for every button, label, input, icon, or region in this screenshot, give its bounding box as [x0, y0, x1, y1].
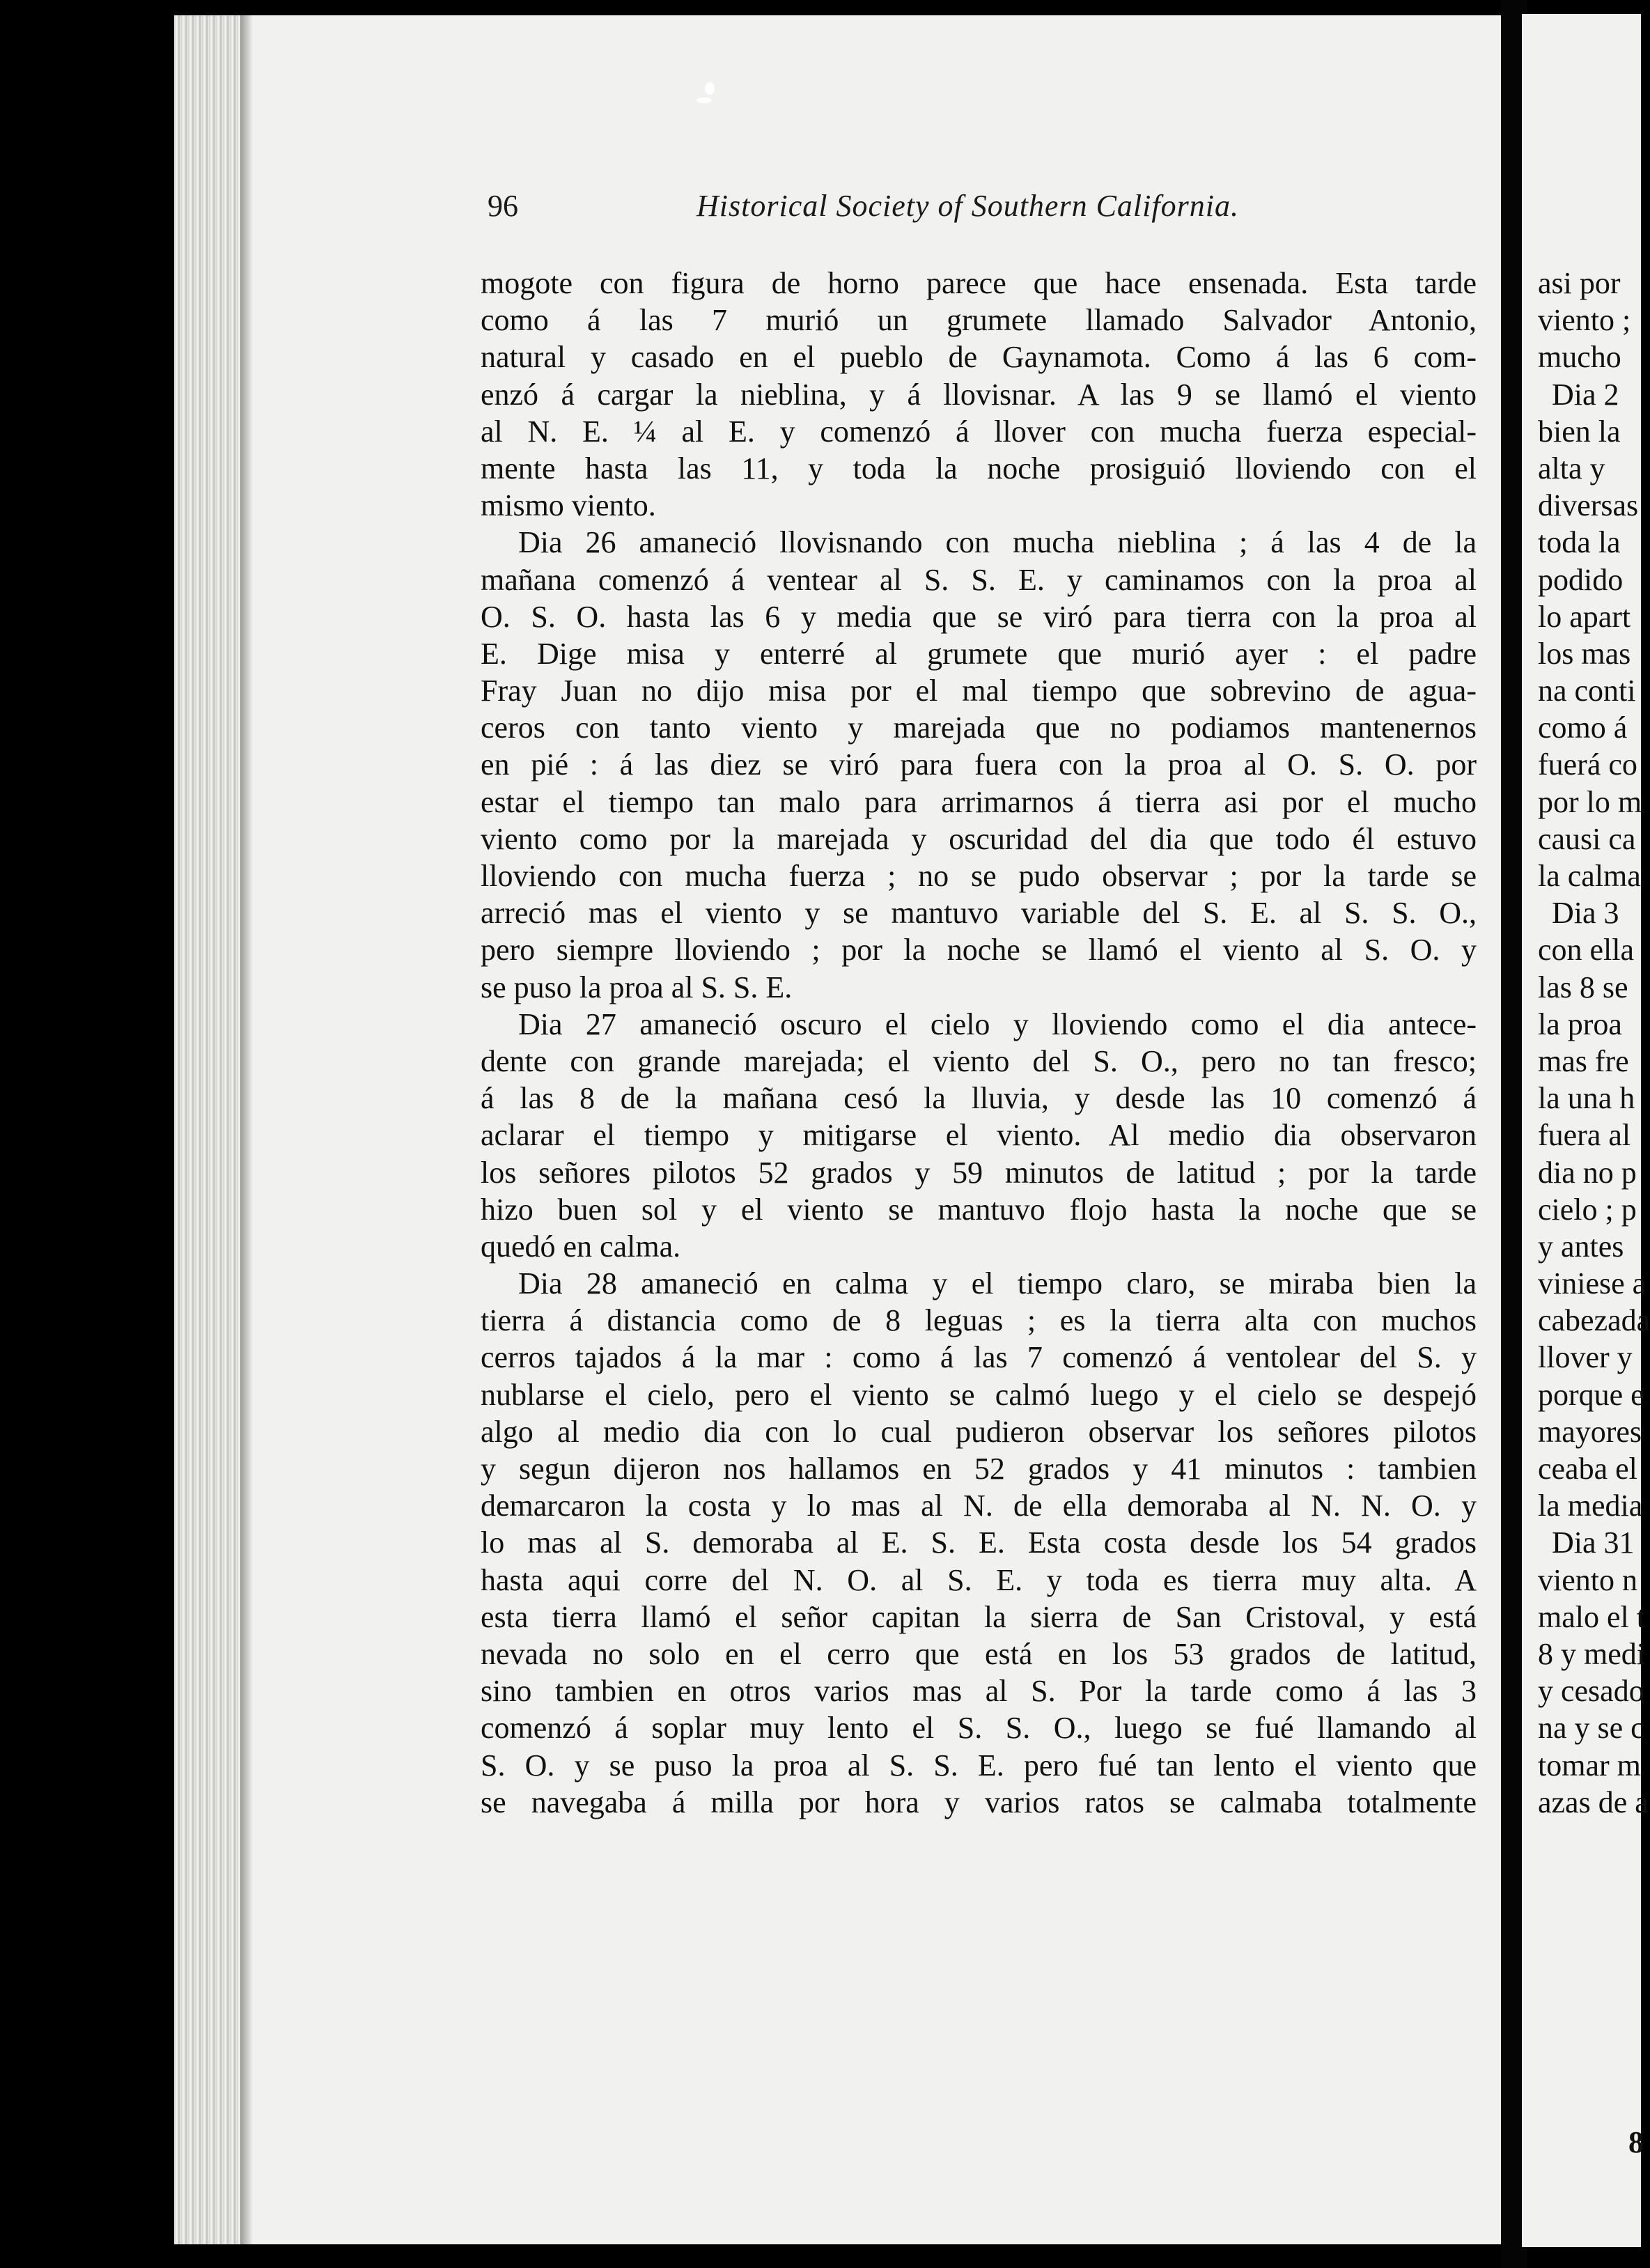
text-line: Dia 28 amaneció en calma y el tiempo claro, se miraba bien la — [518, 1266, 1477, 1301]
text-line: nevada no solo en el cerro que está en los 53 grados de latitud, — [481, 1636, 1477, 1671]
page-header — [488, 188, 1463, 237]
text-line: mucho — [1538, 340, 1621, 375]
text-line: tomar m — [1538, 1748, 1641, 1782]
text-line: cerros tajados á la mar : como á las 7 comenzó á ventolear del S. y — [481, 1340, 1477, 1375]
text-line: Dia 26 amaneció llovisnando con mucha nieblina ; á las 4 de la — [518, 525, 1477, 560]
edge-shadow — [240, 15, 253, 2244]
text-line: na conti — [1538, 674, 1636, 708]
scan-speck — [705, 82, 715, 95]
text-line: 8 y medi — [1538, 1636, 1645, 1671]
text-line: toda la — [1538, 525, 1621, 560]
text-line: na y se c — [1538, 1711, 1644, 1746]
text-line: Dia 3 — [1552, 896, 1619, 931]
text-line: al N. E. ¼ al E. y comenzó á llover con mucha fuerza especial- — [481, 414, 1477, 449]
text-line: podido — [1538, 562, 1624, 597]
text-line: tierra á distancia como de 8 leguas ; es la tierra alta con muchos — [481, 1303, 1477, 1338]
text-line: cielo ; p — [1538, 1192, 1637, 1227]
text-line: hasta aqui corre del N. O. al S. E. y toda es tierra muy alta. A — [481, 1562, 1477, 1597]
text-line: los señores pilotos 52 grados y 59 minutos de latitud ; por la tarde — [481, 1155, 1477, 1190]
page-edges — [174, 15, 240, 2244]
text-line: á las 8 de la mañana cesó la lluvia, y desde las 10 comenzó á — [481, 1081, 1477, 1116]
text-line: las 8 se — [1538, 970, 1628, 1004]
text-line: estar el tiempo tan malo para arrimarnos á tierra asi por el mucho — [481, 784, 1477, 819]
text-line: cabezada — [1538, 1303, 1650, 1338]
text-line: asi por — [1538, 266, 1621, 300]
text-line: demarcaron la costa y lo mas al N. de ella demoraba al N. N. O. y — [481, 1489, 1477, 1523]
text-line: viento ; — [1538, 303, 1631, 338]
text-line: mente hasta las 11, y toda la noche prosiguió lloviendo con el — [481, 451, 1477, 486]
text-line: mañana comenzó á ventear al S. S. E. y caminamos con la proa al — [481, 562, 1477, 597]
text-line: azas de a — [1538, 1785, 1649, 1819]
text-line: algo al medio dia con lo cual pudieron observar los señores pilotos — [481, 1414, 1477, 1449]
text-line: natural y casado en el pueblo de Gaynamota. Como á las 6 com- — [481, 340, 1477, 375]
text-line: viniese a — [1538, 1266, 1647, 1301]
text-line: Dia 31 — [1552, 1525, 1635, 1560]
text-line: quedó en calma. — [481, 1229, 681, 1264]
text-line: diversas — [1538, 488, 1639, 523]
text-line: la media — [1538, 1489, 1643, 1523]
text-line: lo mas al S. demoraba al E. S. E. Esta costa desde los 54 grados — [481, 1525, 1477, 1560]
text-line: y segun dijeron nos hallamos en 52 grados y 41 minutos : tambien — [481, 1452, 1477, 1486]
text-line: lo apart — [1538, 599, 1631, 634]
text-line: dia no p — [1538, 1155, 1637, 1190]
text-line: fuerá co — [1538, 747, 1637, 782]
text-line: como á las 7 murió un grumete llamado Salvador Antonio, — [481, 303, 1477, 338]
text-line: la una h — [1538, 1081, 1635, 1116]
text-line: comenzó á soplar muy lento el S. S. O., luego se fué llamando al — [481, 1711, 1477, 1746]
text-line: esta tierra llamó el señor capitan la sierra de San Cristoval, y está — [481, 1599, 1477, 1634]
text-line: enzó á cargar la nieblina, y á llovisnar. A las 9 se llamó el viento — [481, 377, 1477, 412]
text-line: mismo viento. — [481, 488, 656, 523]
text-line: con ella — [1538, 933, 1635, 968]
text-line: arreció mas el viento y se mantuvo variable del S. E. al S. S. O., — [481, 896, 1477, 931]
text-line: los mas — [1538, 636, 1631, 671]
text-line: la calma — [1538, 859, 1641, 893]
text-line: por lo m — [1538, 784, 1642, 819]
text-line: sino tambien en otros varios mas al S. Por la tarde como á las 3 — [481, 1674, 1477, 1709]
text-line: ceros con tanto viento y marejada que no podiamos mantenernos — [481, 710, 1477, 745]
text-line: hizo buen sol y el viento se mantuvo flojo hasta la noche que se — [481, 1192, 1477, 1227]
text-line: llover y — [1538, 1340, 1633, 1375]
running-title: Historical Society of Southern California. — [696, 189, 1239, 223]
text-line: bien la — [1538, 414, 1621, 449]
text-line: malo el t — [1538, 1599, 1645, 1634]
text-line: viento n — [1538, 1562, 1637, 1597]
text-line: Dia 27 amaneció oscuro el cielo y lloviendo como el dia antece- — [518, 1007, 1477, 1041]
text-line: fuera al — [1538, 1118, 1631, 1153]
text-line: y cesado — [1538, 1674, 1644, 1709]
text-line: mogote con figura de horno parece que hace ensenada. Esta tarde — [481, 266, 1477, 300]
text-line: dente con grande marejada; el viento del S. O., pero no tan fresco; — [481, 1043, 1477, 1078]
text-line: la proa — [1538, 1007, 1622, 1041]
text-line: alta y — [1538, 451, 1605, 486]
right-page-body — [1538, 265, 1650, 1821]
scan-speck — [696, 98, 712, 103]
text-line: como á — [1538, 710, 1628, 745]
text-line: causi ca — [1538, 821, 1636, 856]
text-line: y antes — [1538, 1229, 1624, 1264]
text-line: nublarse el cielo, pero el viento se calmó luego y el cielo se despejó — [481, 1377, 1477, 1412]
text-line: viento como por la marejada y oscuridad del dia que todo él estuvo — [481, 821, 1477, 856]
left-page-body — [481, 265, 1477, 1821]
text-line: porque e — [1538, 1377, 1644, 1412]
right-page-footer-mark: 8 — [1628, 2125, 1644, 2159]
text-line: en pié : á las diez se viró para fuera con la proa al O. S. O. por — [481, 747, 1477, 782]
text-line: Dia 2 — [1552, 377, 1619, 412]
text-line: pero siempre lloviendo ; por la noche se llamó el viento al S. O. y — [481, 933, 1477, 968]
text-line: mas fre — [1538, 1043, 1629, 1078]
page-number: 96 — [488, 189, 518, 223]
text-line: lloviendo con mucha fuerza ; no se pudo observar ; por la tarde se — [481, 859, 1477, 893]
text-line: S. O. y se puso la proa al S. S. E. pero fué tan lento el viento que — [481, 1748, 1477, 1782]
text-line: Fray Juan no dijo misa por el mal tiempo que sobrevino de agua- — [481, 674, 1477, 708]
text-line: E. Dige misa y enterré al grumete que murió ayer : el padre — [481, 636, 1477, 671]
text-line: O. S. O. hasta las 6 y media que se viró para tierra con la proa al — [481, 599, 1477, 634]
text-line: se puso la proa al S. S. E. — [481, 970, 793, 1004]
text-line: mayores — [1538, 1414, 1642, 1449]
text-line: se navegaba á milla por hora y varios ratos se calmaba totalmente — [481, 1785, 1477, 1819]
text-line: aclarar el tiempo y mitigarse el viento. Al medio dia observaron — [481, 1118, 1477, 1153]
text-line: ceaba el — [1538, 1452, 1637, 1486]
